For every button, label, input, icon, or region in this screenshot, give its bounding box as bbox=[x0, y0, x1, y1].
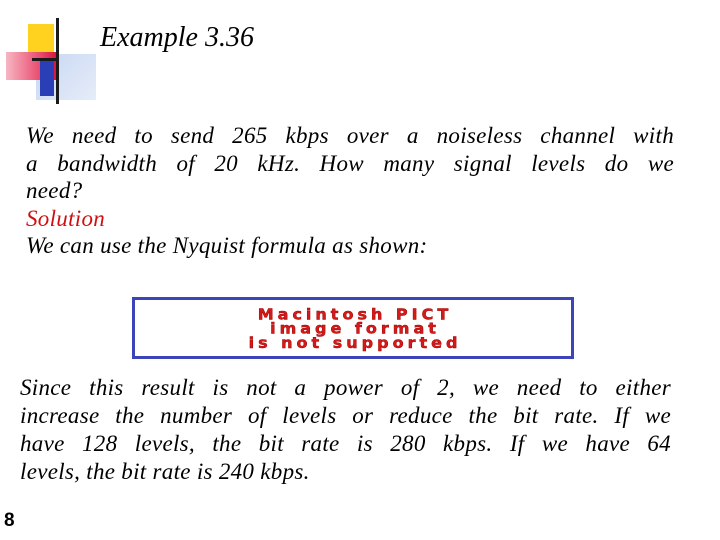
page-number: 8 bbox=[4, 510, 15, 531]
placeholder-text bbox=[149, 307, 561, 350]
logo-blue-square bbox=[40, 60, 54, 96]
logo-horizontal-line bbox=[32, 58, 58, 61]
placeholder-line: Macintosh PICT bbox=[257, 305, 453, 324]
question-line: a bandwidth of 20 kHz. How many signal levels do we bbox=[26, 150, 674, 176]
conclusion-line: have 128 levels, the bit rate is 280 kbps. If we have 64 bbox=[20, 431, 671, 456]
unsupported-image-placeholder bbox=[132, 297, 574, 359]
conclusion-line: Since this result is not a power of 2, we need to either bbox=[20, 375, 671, 400]
corner-logo bbox=[0, 0, 110, 110]
conclusion-paragraph bbox=[20, 374, 671, 486]
question-line: need? bbox=[26, 178, 83, 203]
placeholder-line: is not supported bbox=[248, 333, 462, 352]
slide-title: Example 3.36 bbox=[100, 22, 254, 53]
placeholder-line: image format bbox=[270, 319, 440, 338]
conclusion-line: increase the number of levels or reduce the bit rate. If we bbox=[20, 403, 671, 428]
solution-label: Solution bbox=[26, 205, 106, 231]
question-paragraph bbox=[26, 122, 674, 260]
conclusion-line: levels, the bit rate is 240 kbps. bbox=[20, 459, 310, 484]
logo-vertical-line bbox=[56, 18, 59, 104]
question-line: We need to send 265 kbps over a noiseless channel with bbox=[26, 123, 674, 148]
formula-intro: We can use the Nyquist formula as shown: bbox=[26, 233, 428, 258]
